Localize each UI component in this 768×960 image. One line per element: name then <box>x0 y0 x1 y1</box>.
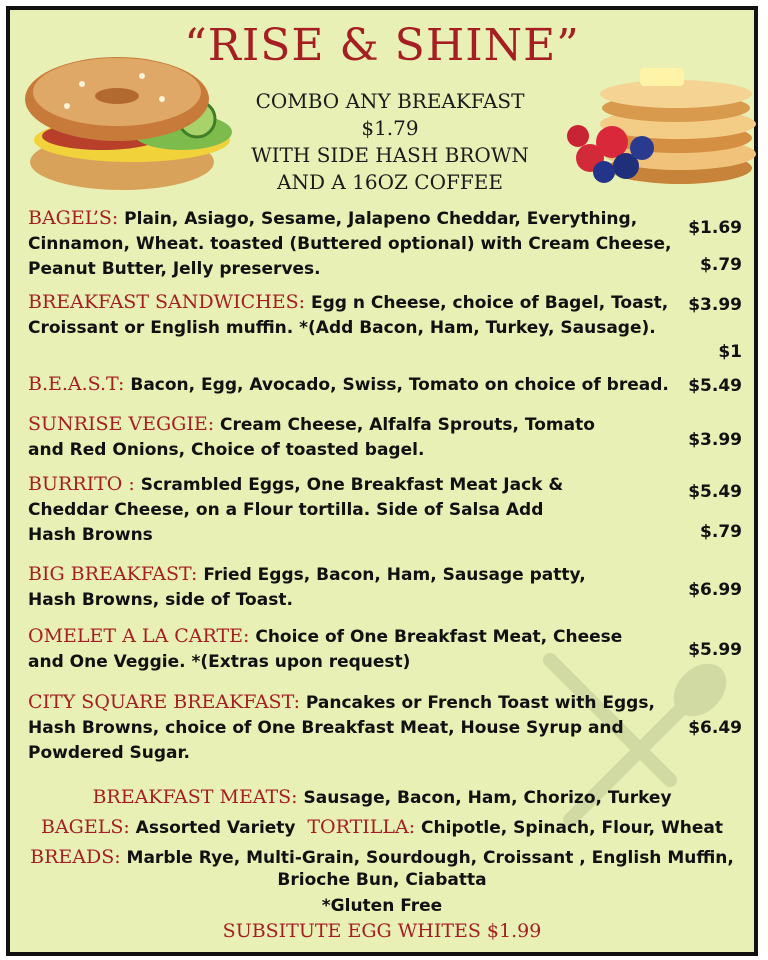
breads-line <box>10 846 754 868</box>
item-description: Pancakes or French Toast with Eggs, Hash Browns, choice of One Breakfast Meat, House Syrup and Powdered Sugar. <box>28 693 655 763</box>
combo-offer <box>230 88 550 196</box>
menu-item-breakfast-sandwiches <box>28 290 748 362</box>
item-price: $6.49 <box>688 718 742 738</box>
item-description: Scrambled Eggs, One Breakfast Meat Jack & Cheddar Cheese, on a Flour tortilla. Side of Salsa Add Hash Browns <box>28 475 564 545</box>
item-price: $3.99 <box>688 430 742 450</box>
item-price-addon: $.79 <box>700 255 742 275</box>
item-name: B.E.A.S.T: <box>28 373 125 395</box>
menu-item-sunrise-veggie <box>28 412 748 463</box>
combo-line: AND A 16OZ COFFEE <box>277 170 503 194</box>
gluten-free-note: *Gluten Free <box>321 896 443 916</box>
bagels-label: BAGELS: <box>40 816 130 838</box>
item-name: BAGEL’S: <box>28 207 119 229</box>
breakfast-meats-list: Sausage, Bacon, Ham, Chorizo, Turkey <box>297 788 672 808</box>
item-price: $5.49 <box>688 376 742 396</box>
menu-item-big-breakfast <box>28 562 748 613</box>
item-description: Bacon, Egg, Avocado, Swiss, Tomato on choice of bread. <box>124 375 669 395</box>
item-name: BURRITO : <box>28 473 135 495</box>
menu-title: “RISE & SHINE” <box>184 20 580 71</box>
item-description: Choice of One Breakfast Meat, Cheese and One Veggie. *(Extras upon request) <box>28 627 623 672</box>
menu-item-burrito <box>28 472 748 548</box>
bagels-tortilla-line <box>10 816 754 838</box>
breakfast-meats-line <box>10 786 754 808</box>
item-description: Plain, Asiago, Sesame, Jalapeno Cheddar, Everything, Cinnamon, Wheat. toasted (Buttered optional) with Cream Cheese, Peanut Butter, Jelly preserves. <box>28 209 672 279</box>
menu-item-city-square-breakfast <box>28 690 748 766</box>
bagel-sandwich-image <box>22 44 242 194</box>
item-price: $3.99 <box>688 295 742 315</box>
combo-line: WITH SIDE HASH BROWN <box>251 143 529 167</box>
pancakes-berries-image <box>530 50 760 190</box>
item-name: SUNRISE VEGGIE: <box>28 413 215 435</box>
bagels-list: Assorted Variety <box>129 818 308 838</box>
item-name: BIG BREAKFAST: <box>28 563 198 585</box>
menu-item-bagels <box>28 206 748 282</box>
item-description: Cream Cheese, Alfalfa Sprouts, Tomato and Red Onions, Choice of toasted bagel. <box>28 415 595 460</box>
item-price-addon: $1 <box>718 342 742 362</box>
tortilla-label: TORTILLA: <box>307 816 416 838</box>
menu-item-beast <box>28 372 748 398</box>
item-price-addon: $.79 <box>700 522 742 542</box>
item-price: $5.49 <box>688 482 742 502</box>
item-name: CITY SQUARE BREAKFAST: <box>28 691 300 713</box>
breads-list: Marble Rye, Multi-Grain, Sourdough, Croissant , English Muffin, <box>120 848 734 868</box>
item-price: $6.99 <box>688 580 742 600</box>
menu-item-omelet <box>28 624 748 675</box>
item-price: $1.69 <box>688 218 742 238</box>
tortilla-list: Chipotle, Spinach, Flour, Wheat <box>415 818 723 838</box>
item-price: $5.99 <box>688 640 742 660</box>
item-description: Egg n Cheese, choice of Bagel, Toast, Croissant or English muffin. *(Add Bacon, Ham, Turkey, Sausage). <box>28 293 669 338</box>
item-description: Fried Eggs, Bacon, Ham, Sausage patty, Hash Browns, side of Toast. <box>28 565 586 610</box>
breads-line-2: Brioche Bun, Ciabatta <box>277 870 487 890</box>
egg-whites-note: SUBSITUTE EGG WHITES $1.99 <box>222 920 542 942</box>
combo-line: COMBO ANY BREAKFAST $1.79 <box>255 89 525 140</box>
item-name: OMELET A LA CARTE: <box>28 625 250 647</box>
breads-label: BREADS: <box>30 846 121 868</box>
breakfast-meats-label: BREAKFAST MEATS: <box>92 786 298 808</box>
item-name: BREAKFAST SANDWICHES: <box>28 291 306 313</box>
menu-board <box>6 6 758 956</box>
